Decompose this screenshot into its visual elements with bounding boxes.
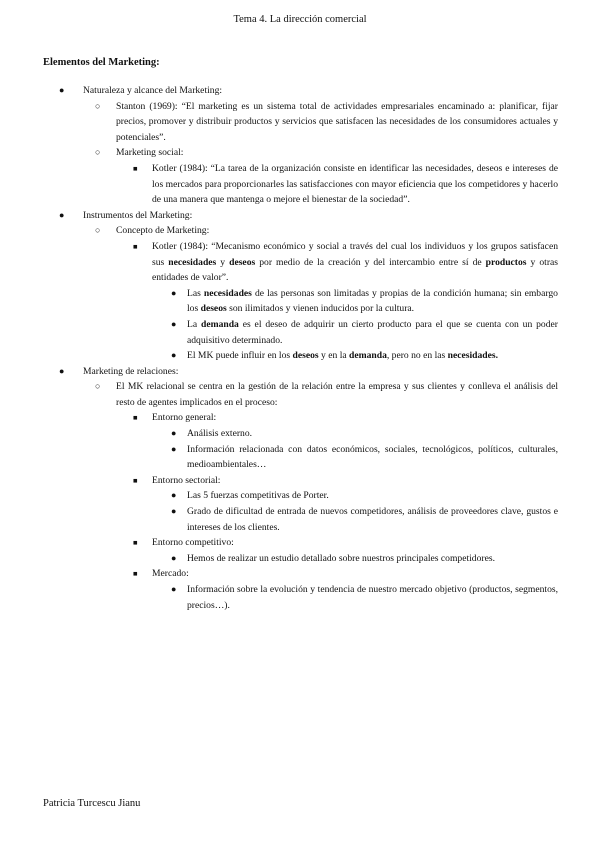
list-item [133, 566, 558, 582]
bullet-icon: ● [171, 350, 177, 361]
bold-term: demanda [200, 318, 239, 330]
bullet-icon: ■ [133, 538, 138, 548]
item-label: Concepto de Marketing: [116, 225, 210, 237]
bullet-icon: ○ [95, 100, 101, 111]
list-item [95, 379, 558, 410]
item-label: Entorno competitivo: [152, 537, 234, 549]
bullet-icon: ■ [133, 413, 138, 423]
text-run: La [187, 318, 201, 330]
bullet-icon: ● [59, 365, 65, 376]
bullet-icon: ● [171, 443, 177, 454]
item-label: Entorno sectorial: [152, 474, 221, 486]
bullet-icon: ○ [95, 225, 101, 236]
item-label: Marketing social: [116, 147, 184, 159]
item-text [187, 319, 558, 346]
text-run: de las personas son limitadas y propias de la condición humana; sin embargo los [187, 287, 558, 315]
text-run: Las [187, 287, 204, 299]
item-text [187, 288, 558, 315]
list-item [59, 364, 560, 380]
bullet-icon: ■ [133, 163, 138, 173]
text-run: es el deseo de adquirir un cierto producto para el que se cuenta con un poder adquisitivo determinado. [187, 318, 558, 346]
bullet-icon: ■ [133, 475, 138, 485]
bullet-icon: ● [59, 209, 65, 220]
bullet-icon: ● [171, 318, 177, 329]
bold-term: deseos [200, 303, 227, 315]
bullet-icon: ● [171, 490, 177, 501]
item-text: Stanton (1969): “El marketing es un sistema total de actividades empresariales encaminado a: planificar, fijar precios, promover y distribuir productos y servicios que satisfacen las necesidades de los consumidores actuales y potenciales”. [116, 100, 558, 143]
item-text: Información relacionada con datos económicos, sociales, tecnológicos, políticos, culturales, medioambientales… [187, 443, 558, 471]
list-item [59, 83, 560, 99]
bold-term: necesidades [203, 287, 252, 299]
bold-term: productos [485, 256, 527, 268]
item-text [187, 350, 498, 361]
list-item [171, 286, 558, 317]
list-item [171, 488, 558, 504]
list-item [95, 145, 558, 161]
item-text: Kotler (1984): “La tarea de la organización consiste en identificar las necesidades, deseos e intereses de los mercados para proporcionarles las satisfacciones con mayor eficiencia que los competidores y hacerlo de una manera que mantenga o mejore el bienestar de la sociedad”. [152, 162, 558, 206]
text-run: y otras entidades de valor”. [152, 256, 559, 284]
bullet-icon: ● [171, 287, 177, 298]
list-item [95, 99, 558, 146]
list-item [59, 208, 560, 224]
item-label: Mercado: [152, 568, 189, 580]
list-item [171, 504, 558, 535]
bold-term: necesidades [168, 256, 217, 268]
bullet-icon: ○ [95, 147, 101, 158]
bullet-icon: ■ [133, 241, 138, 251]
text-run: por medio de la creación y del intercambio entre sí de [255, 256, 486, 268]
bold-term: necesidades. [447, 350, 498, 362]
text-run: son ilimitados y vienen inducidos por la cultura. [226, 303, 415, 315]
item-label: Naturaleza y alcance del Marketing: [83, 85, 223, 96]
text-run: y [216, 256, 230, 268]
bullet-icon: ○ [95, 381, 101, 392]
list-item [95, 223, 558, 239]
bullet-icon: ● [171, 506, 177, 517]
text-run: y en la [318, 350, 350, 362]
item-label: Marketing de relaciones: [83, 365, 179, 377]
item-text: Las 5 fuerzas competitivas de Porter. [187, 490, 329, 502]
item-label: Entorno general: [152, 412, 217, 424]
bullet-icon: ● [171, 584, 177, 594]
list-item [171, 317, 558, 348]
section-title: Elementos del Marketing: [43, 57, 160, 68]
text-run: El MK puede influir en los [187, 350, 293, 362]
author-footer: Patricia Turcescu Jianu [43, 798, 141, 809]
list-item [171, 551, 558, 567]
outline [0, 83, 600, 613]
item-label: Instrumentos del Marketing: [83, 209, 193, 221]
item-text: Información sobre la evolución y tendencia de nuestro mercado objetivo (productos, segmentos, precios…). [187, 584, 558, 611]
text-run: Kotler (1984): “Mecanismo económico y social a través del cual los individuos y los grupos satisfacen sus [152, 240, 558, 268]
list-item [133, 535, 558, 551]
bullet-icon: ● [59, 85, 65, 95]
list-item [133, 161, 558, 208]
list-item [133, 410, 558, 426]
list-item [133, 473, 558, 489]
text-run: , pero no en las [386, 350, 448, 362]
item-text: El MK relacional se centra en la gestión de la relación entre la empresa y sus clientes y conlleva el análisis del resto de agentes implicados en el proceso: [116, 381, 558, 408]
bullet-icon: ■ [133, 569, 138, 579]
item-text: Grado de dificultad de entrada de nuevos competidores, análisis de proveedores clave, gustos e intereses de los clientes. [187, 506, 558, 533]
list-item [171, 426, 558, 442]
item-text: Hemos de realizar un estudio detallado sobre nuestros principales competidores. [187, 552, 495, 564]
list-item [171, 582, 558, 613]
bold-term: demanda [349, 350, 387, 362]
bullet-icon: ● [171, 428, 177, 439]
bold-term: deseos [292, 350, 319, 362]
item-text [152, 241, 558, 283]
list-item [171, 348, 558, 364]
bullet-icon: ● [171, 552, 177, 563]
list-item [133, 239, 559, 286]
list-item [171, 442, 558, 473]
item-text: Análisis externo. [187, 428, 253, 440]
bold-term: deseos [229, 256, 256, 268]
page-header: Tema 4. La dirección comercial [233, 14, 367, 25]
